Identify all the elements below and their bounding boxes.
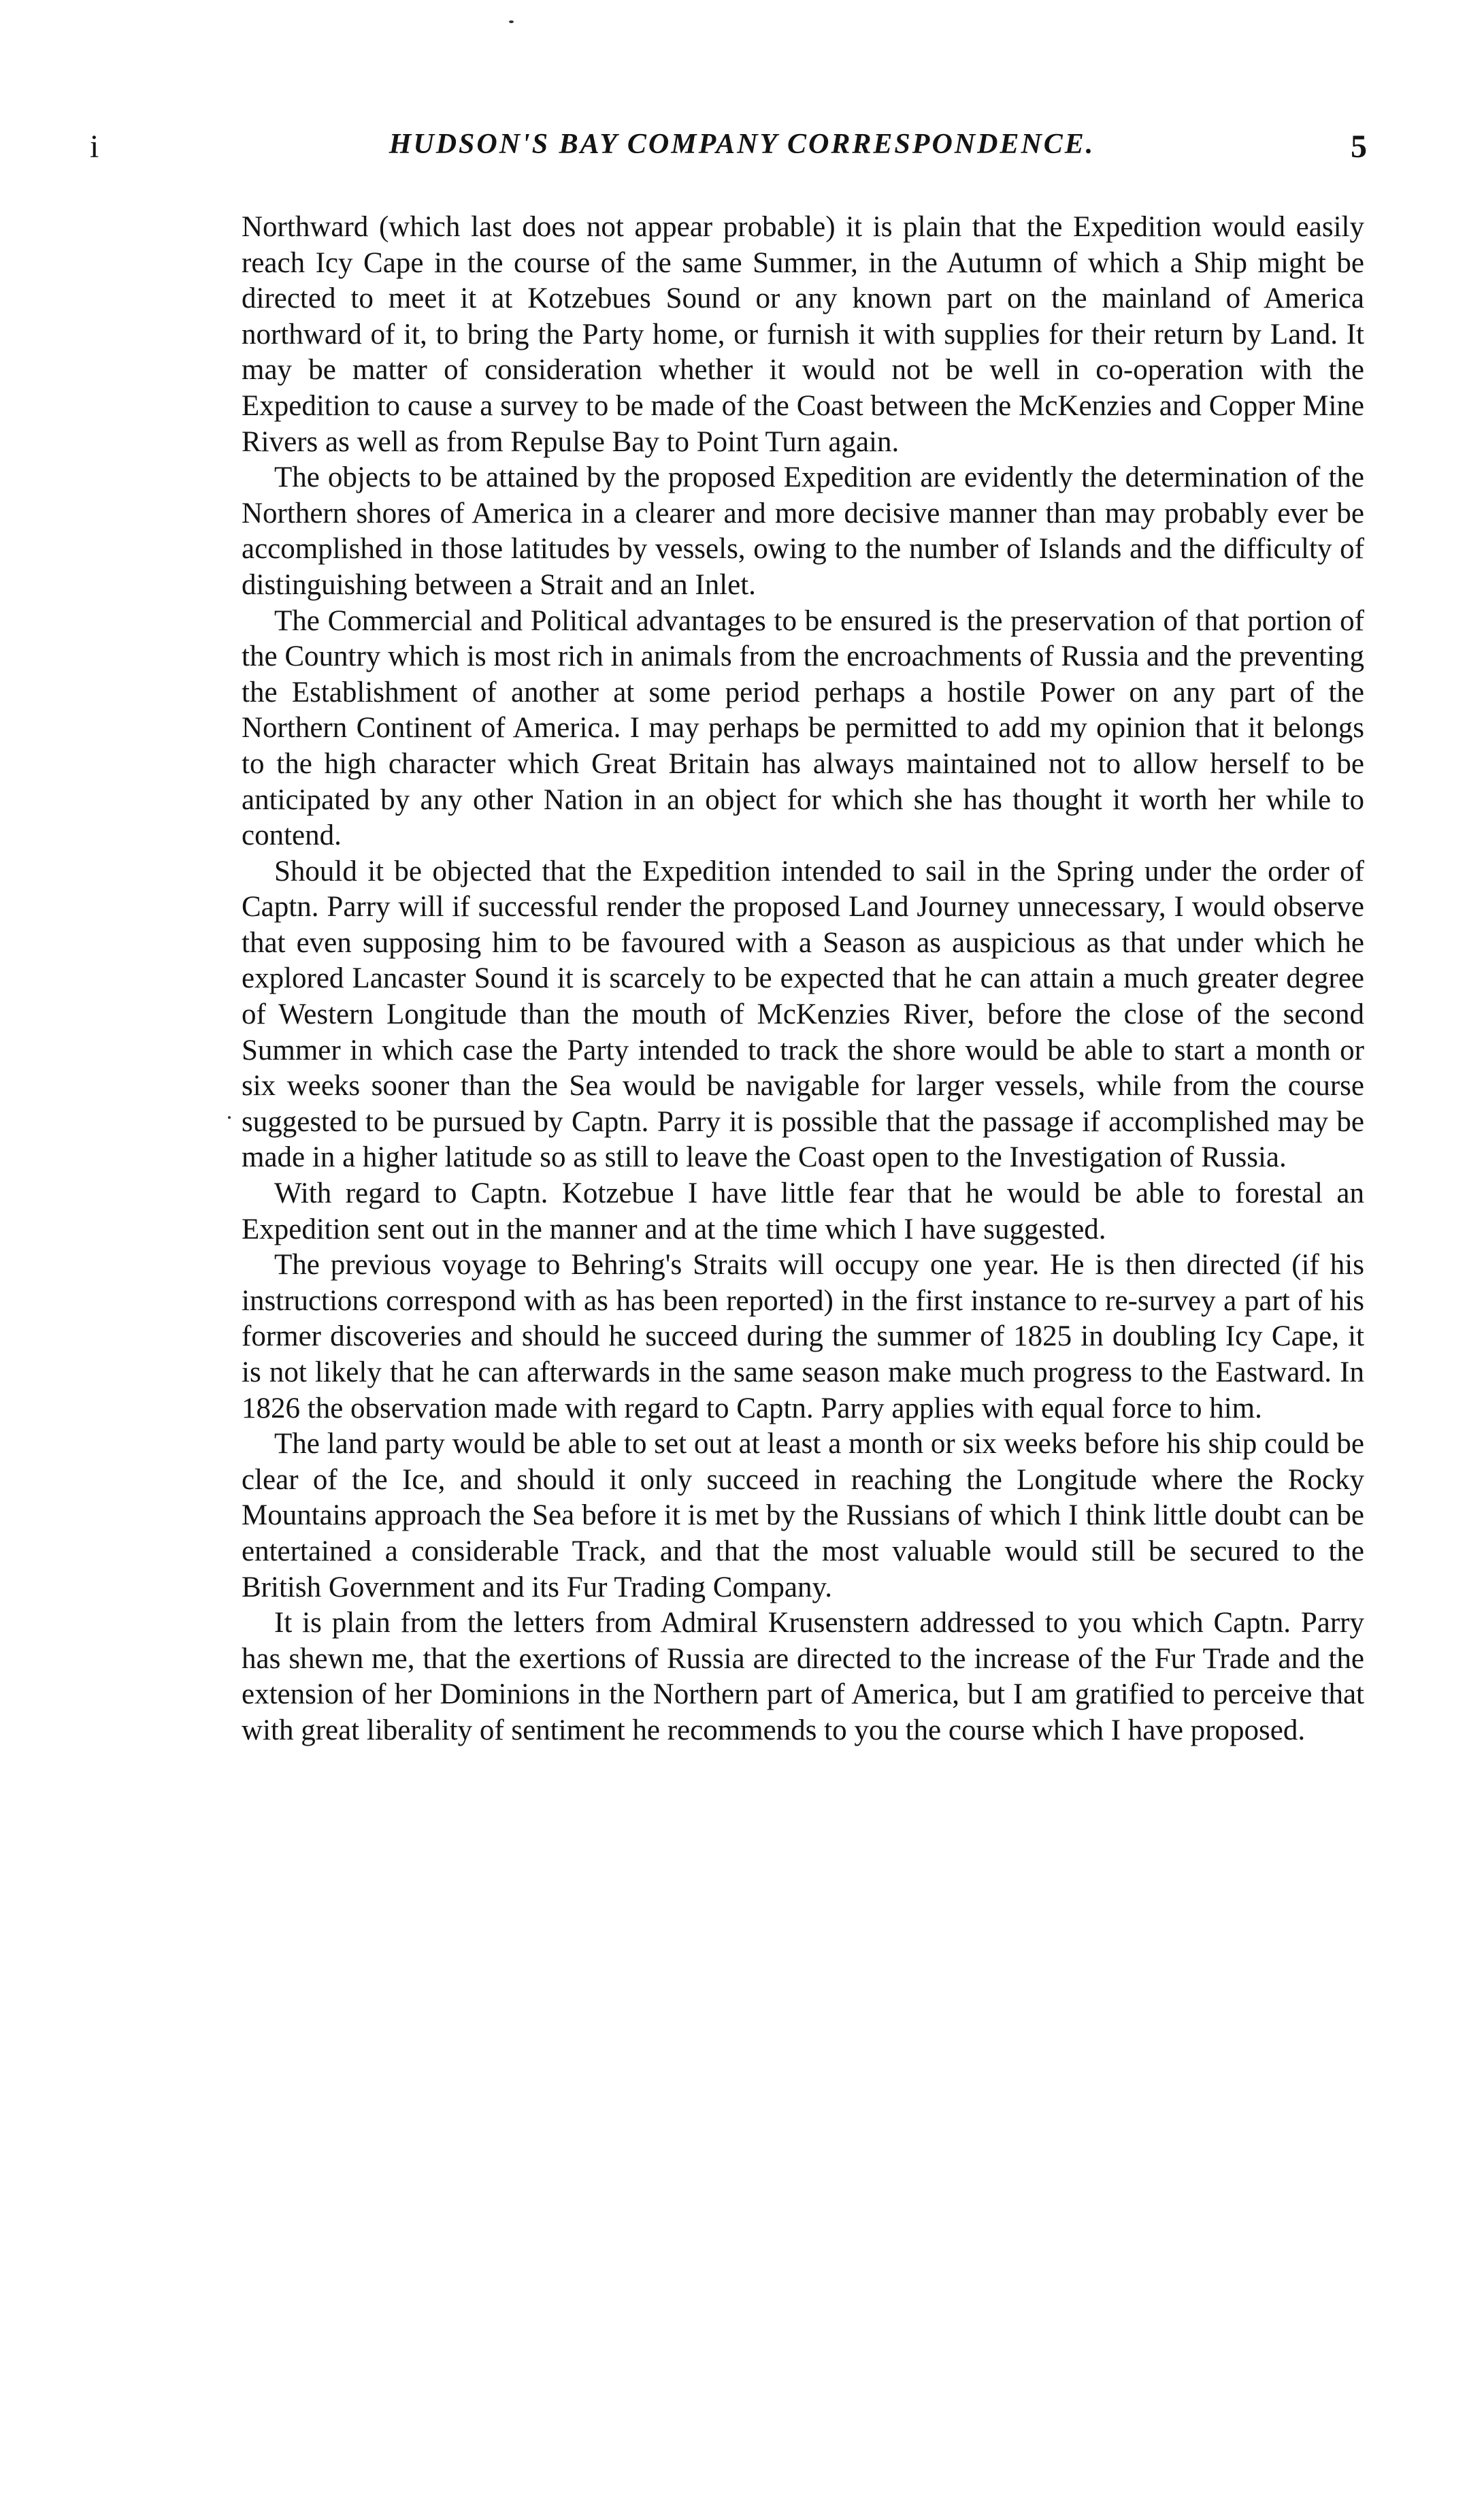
paragraph: Should it be objected that the Expedition intended to sail in the Spring under the order of Captn. Parry will if successful render the proposed Land Journey unnecessary, I would observe that even supposing him to be favoured with a Season as auspicious as that under which he explored Lancaster Sound it is scarcely to be expected that he can attain a much greater degree of Western Longitude than the mouth of McKenzies River, before the close of the second Summer in which case the Party intended to track the shore would be able to start a month or six weeks sooner than the Sea would be navigable for larger vessels, while from the course suggested to be pursued by Captn. Parry it is possible that the passage if accomplished may be made in a higher latitude so as still to leave the Coast open to the Investigation of Russia. bbox=[242, 855, 1364, 1174]
paragraph: The land party would be able to set out at least a month or six weeks before his ship could be clear of the Ice, and should it only succeed in reaching the Longitude where the Rocky Mountains approach the Sea before it is met by the Russians of which I think little doubt can be entertained a considerable Track, and that the most valuable would still be secured to the British Government and its Fur Trading Company. bbox=[242, 1428, 1364, 1603]
paragraph: Northward (which last does not appear probable) it is plain that the Expedition would easily reach Icy Cape in the course of the same Summer, in the Autumn of which a Ship might be directed to meet it at Kotzebues Sound or any known part on the mainland of America northward of it, to bring the Party home, or furnish it with supplies for their return by Land. It may be matter of consideration whether it would not be well in co-operation with the Expedition to cause a survey to be made of the Coast between the McKenzies and Copper Mine Rivers as well as from Repulse Bay to Point Turn again. bbox=[242, 211, 1364, 458]
running-title: HUDSON'S BAY COMPANY CORRESPONDENCE. bbox=[389, 129, 1095, 160]
paragraph: The objects to be attained by the proposed Expedition are evidently the determination of the Northern shores of America in a clearer and more decisive manner than may probably ever be accomplished in those latitudes by vessels, owing to the number of Islands and the difficulty of distinguishing between a Strait and an Inlet. bbox=[242, 461, 1364, 601]
print-speck bbox=[509, 20, 514, 23]
page-header bbox=[0, 128, 1484, 176]
body-text bbox=[242, 210, 1364, 1749]
print-speck bbox=[228, 1116, 231, 1119]
signature-mark: i bbox=[90, 129, 99, 165]
paragraph: It is plain from the letters from Admiral Krusenstern addressed to you which Captn. Parry has shewn me, that the exertions of Russia are directed to the increase of the Fur Trade and the extension of her Dominions in the Northern part of America, but I am gratified to perceive that with great liberality of sentiment he recommends to you the course which I have proposed. bbox=[242, 1607, 1364, 1746]
page-number: 5 bbox=[1351, 129, 1367, 165]
paragraph: With regard to Captn. Kotzebue I have little fear that he would be able to forestal an Expedition sent out in the manner and at the time which I have suggested. bbox=[242, 1177, 1364, 1245]
paragraph: The Commercial and Political advantages to be ensured is the preservation of that portion of the Country which is most rich in animals from the encroachments of Russia and the preventing the Establishment of another at some period perhaps a hostile Power on any part of the Northern Continent of America. I may perhaps be permitted to add my opinion that it belongs to the high character which Great Britain has always maintained not to allow herself to be anticipated by any other Nation in an object for which she has thought it worth her while to contend. bbox=[242, 604, 1364, 852]
paragraph: The previous voyage to Behring's Straits will occupy one year. He is then directed (if his instructions correspond with as has been reported) in the first instance to re-survey a part of his former discoveries and should he succeed during the summer of 1825 in doubling Icy Cape, it is not likely that he can afterwards in the same season make much progress to the Eastward. In 1826 the observation made with regard to Captn. Parry applies with equal force to him. bbox=[242, 1249, 1364, 1424]
